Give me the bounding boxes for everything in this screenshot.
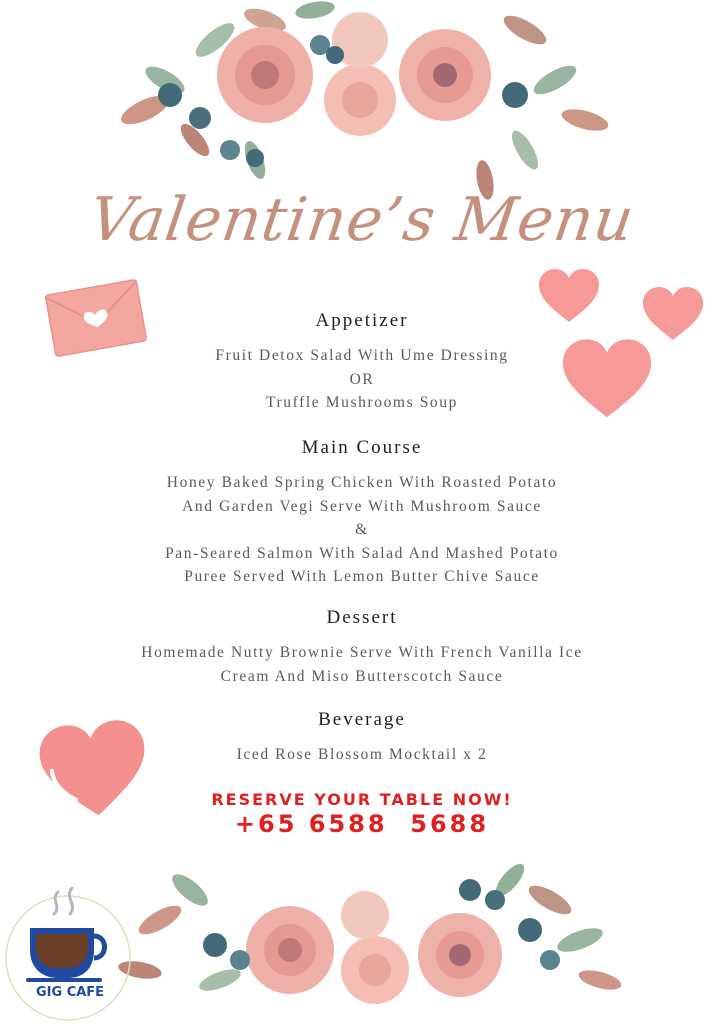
phone-number[interactable]: +65 6588 5688 (234, 810, 490, 838)
floral-bottom-decoration (110, 860, 630, 1024)
logo-text: GIG CAFE (36, 985, 105, 1000)
dessert-section (0, 607, 724, 688)
menu-item: Honey Baked Spring Chicken With Roasted Potato (166, 474, 558, 491)
main-course-section (0, 437, 724, 589)
section-heading: Dessert (326, 607, 398, 628)
menu-item: And Garden Vegi Serve With Mushroom Sauce (182, 497, 542, 515)
beverage-section (0, 709, 724, 767)
section-heading: Appetizer (315, 310, 409, 331)
menu-item: OR (349, 370, 375, 388)
menu-item: Pan-Seared Salmon With Salad And Mashed Potato (165, 544, 559, 562)
menu-item: & (355, 521, 369, 538)
appetizer-section (0, 310, 724, 415)
coffee-cup-logo (0, 880, 140, 1024)
menu-title: Valentine’s Menu (85, 185, 639, 255)
section-heading: Beverage (318, 709, 406, 730)
menu-item: Cream And Miso Butterscotch Sauce (220, 667, 504, 685)
menu-item: Truffle Mushrooms Soup (266, 394, 458, 411)
menu-item: Puree Served With Lemon Butter Chive Sauce (184, 568, 540, 585)
reserve-cta: RESERVE YOUR TABLE NOW! (211, 790, 513, 809)
floral-top-decoration (105, 0, 625, 200)
menu-item: Fruit Detox Salad With Ume Dressing (215, 347, 509, 364)
section-heading: Main Course (301, 437, 423, 458)
menu-item: Iced Rose Blossom Mocktail x 2 (236, 746, 488, 763)
menu-item: Homemade Nutty Brownie Serve With French Vanilla Ice (141, 644, 583, 661)
